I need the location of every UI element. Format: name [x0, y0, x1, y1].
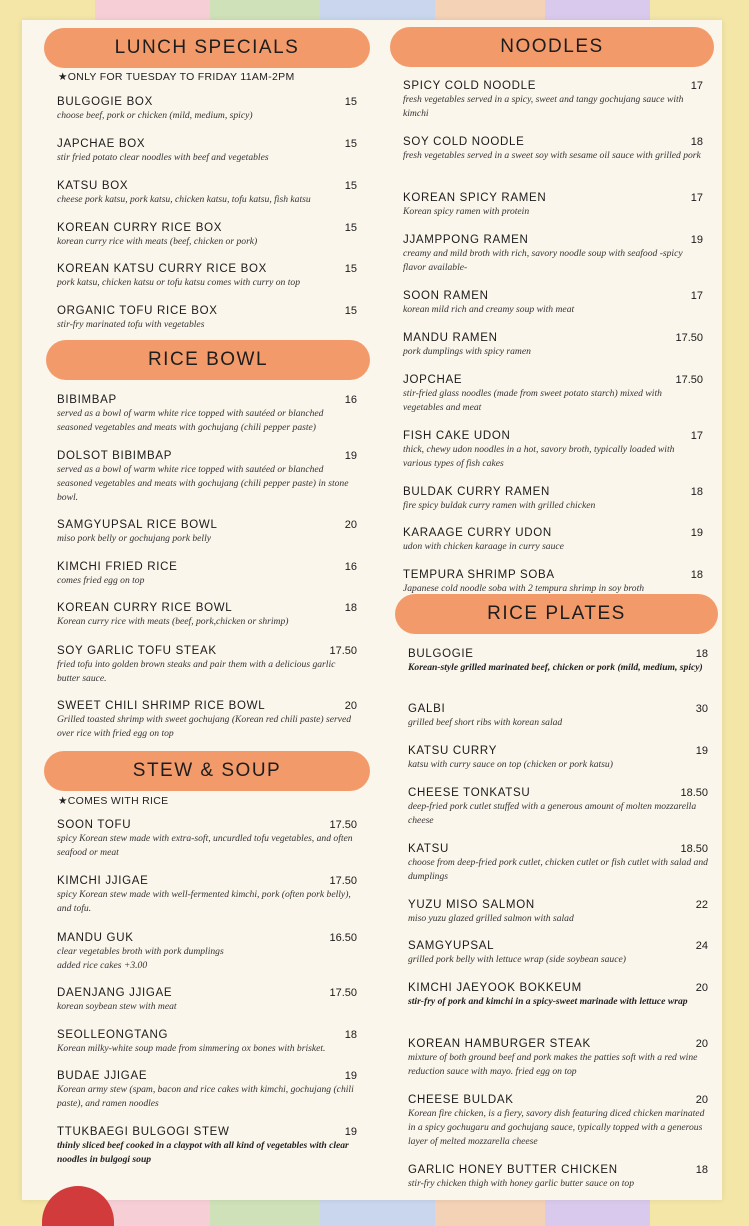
item-desc: pork dumplings with spicy ramen	[403, 346, 531, 357]
item-price: 19	[344, 1070, 357, 1082]
item-desc: fried tofu into golden brown steaks and pair them with a delicious garlic butter sauce.	[57, 659, 336, 684]
item-price: 19	[695, 745, 708, 757]
item-price: 18	[690, 569, 703, 581]
item-name: KATSU BOX	[57, 180, 129, 192]
item-price: 15	[344, 138, 357, 150]
item-price: 17	[690, 80, 703, 92]
item-price: 30	[695, 703, 708, 715]
item-price: 20	[695, 1038, 708, 1050]
item-desc: comes fried egg on top	[57, 575, 145, 586]
menu-item	[408, 899, 708, 926]
menu-item	[408, 745, 708, 772]
item-price: 18	[695, 648, 708, 660]
item-price: 17.50	[675, 332, 703, 344]
item-price: 17	[690, 290, 703, 302]
item-desc: served as a bowl of warm white rice topped with sautéed or blanched seasoned vegetables and meats with gochujang (chili pepper paste)	[57, 408, 324, 433]
item-desc: clear vegetables broth with pork dumplings	[57, 946, 224, 957]
item-name: SPICY COLD NOODLE	[403, 80, 537, 92]
item-price: 15	[344, 263, 357, 275]
item-name: KARAAGE CURRY UDON	[403, 527, 552, 539]
noodles-section	[390, 27, 714, 67]
item-name: MANDU RAMEN	[403, 332, 498, 344]
item-name: KIMCHI JAEYOOK BOKKEUM	[408, 982, 582, 994]
item-name: MANDU GUK	[57, 932, 134, 944]
item-price: 17.50	[329, 819, 357, 831]
stew-soup-section	[44, 751, 370, 807]
menu-item	[57, 263, 357, 290]
item-desc: katsu with curry sauce on top (chicken or pork katsu)	[408, 759, 613, 770]
lunch-specials-banner: LUNCH SPECIALS	[44, 28, 370, 68]
item-desc: stir-fry of pork and kimchi in a spicy-sweet marinade with lettuce wrap	[408, 996, 688, 1007]
menu-item	[403, 136, 703, 163]
item-price: 19	[690, 234, 703, 246]
item-price: 18	[690, 486, 703, 498]
item-name: YUZU MISO SALMON	[408, 899, 535, 911]
item-name: KOREAN SPICY RAMEN	[403, 192, 547, 204]
item-name: DAENJANG JJIGAE	[57, 987, 173, 999]
item-name: SOON RAMEN	[403, 290, 489, 302]
item-name: BULGOGIE BOX	[57, 96, 153, 108]
item-desc: cheese pork katsu, pork katsu, chicken katsu, tofu katsu, fish katsu	[57, 194, 311, 205]
item-price: 18	[690, 136, 703, 148]
item-name: JOPCHAE	[403, 374, 463, 386]
stew-note: ★COMES WITH RICE	[58, 795, 169, 807]
item-desc: thinly sliced beef cooked in a claypot with all kind of vegetables with clear noodles in bulgogi soup	[57, 1140, 349, 1165]
item-price: 18	[695, 1164, 708, 1176]
item-desc: thick, chewy udon noodles in a hot, savory broth, typically loaded with various types of fish cakes	[403, 444, 675, 469]
menu-item	[408, 648, 708, 675]
item-name: SAMGYUPSAL	[408, 940, 495, 952]
menu-item	[403, 234, 703, 275]
item-price: 20	[695, 982, 708, 994]
menu-item	[403, 80, 703, 121]
rice-bowl-banner: RICE BOWL	[46, 340, 370, 380]
item-name: CHEESE TONKATSU	[408, 787, 531, 799]
item-name: BUDAE JJIGAE	[57, 1070, 148, 1082]
menu-item	[57, 96, 357, 123]
menu-item	[403, 290, 703, 317]
item-price: 20	[344, 519, 357, 531]
item-name: SEOLLEONGTANG	[57, 1029, 169, 1041]
item-desc: fresh vegetables served in a sweet soy with sesame oil sauce with grilled pork	[403, 150, 701, 161]
menu-item	[57, 138, 357, 165]
menu-item	[403, 527, 703, 554]
item-desc: Korean curry rice with meats (beef, pork,chicken or shrimp)	[57, 616, 289, 627]
item-desc: spicy Korean stew made with extra-soft, uncurdled tofu vegetables, and often seafood or meat	[57, 833, 353, 858]
item-name: KIMCHI JJIGAE	[57, 875, 149, 887]
item-price: 15	[344, 96, 357, 108]
item-name: KOREAN CURRY RICE BOWL	[57, 602, 233, 614]
item-desc: deep-fried pork cutlet stuffed with a generous amount of molten mozzarella cheese	[408, 801, 697, 826]
item-desc: pork katsu, chicken katsu or tofu katsu comes with curry on top	[57, 277, 301, 288]
lunch-note: ★ONLY FOR TUESDAY TO FRIDAY 11AM-2PM	[58, 71, 295, 83]
item-name: BIBIMBAP	[57, 394, 117, 406]
item-name: BULGOGIE	[408, 648, 474, 660]
item-desc: stir-fry chicken thigh with honey garlic butter sauce on top	[408, 1178, 635, 1189]
menu-item	[408, 940, 708, 967]
item-price: 20	[695, 1094, 708, 1106]
menu-item	[57, 1029, 357, 1056]
item-price: 18	[344, 1029, 357, 1041]
menu-item	[57, 222, 357, 249]
menu-item	[408, 1094, 708, 1149]
item-price: 18.50	[680, 843, 708, 855]
item-name: SOY GARLIC TOFU STEAK	[57, 645, 217, 657]
item-name: DOLSOT BIBIMBAP	[57, 450, 173, 462]
item-desc: stir-fried glass noodles (made from sweet potato starch) mixed with vegetables and meat	[403, 388, 662, 413]
item-name: KATSU CURRY	[408, 745, 498, 757]
menu-item	[57, 1070, 357, 1111]
item-name: JAPCHAE BOX	[57, 138, 146, 150]
menu-item	[57, 561, 357, 588]
item-desc: Korean fire chicken, is a fiery, savory dish featuring diced chicken marinated in a spicy gochugaru and gochujang sauce, typically topped with a generous layer of melted mozzarella cheese	[408, 1108, 705, 1147]
menu-item	[408, 1038, 708, 1079]
item-price: 19	[344, 450, 357, 462]
rice-plates-banner: RICE PLATES	[395, 594, 718, 634]
item-name: SOON TOFU	[57, 819, 132, 831]
item-name: KATSU	[408, 843, 449, 855]
item-price: 17	[690, 192, 703, 204]
item-name: KIMCHI FRIED RICE	[57, 561, 178, 573]
menu-item	[57, 932, 357, 973]
item-desc: fresh vegetables served in a spicy, sweet and tangy gochujang sauce with kimchi	[403, 94, 684, 119]
menu-item	[57, 180, 357, 207]
noodles-banner: NOODLES	[390, 27, 714, 67]
item-price: 17.50	[329, 645, 357, 657]
item-price: 19	[344, 1126, 357, 1138]
item-desc: served as a bowl of warm white rice topped with sautéed or blanched seasoned vegetables and meats with gochujang (chili pepper paste) in stone bowl.	[57, 464, 349, 503]
item-desc: korean mild rich and creamy soup with meat	[403, 304, 575, 315]
item-desc: Korean milky-white soup made from simmering ox bones with brisket.	[57, 1043, 326, 1054]
item-desc: grilled beef short ribs with korean salad	[408, 717, 563, 728]
menu-item	[408, 787, 708, 828]
item-price: 18	[344, 602, 357, 614]
menu-item	[408, 703, 708, 730]
item-price: 15	[344, 180, 357, 192]
menu-item	[57, 700, 357, 741]
menu-item	[57, 450, 357, 505]
item-name: ORGANIC TOFU RICE BOX	[57, 305, 218, 317]
item-desc: korean curry rice with meats (beef, chicken or pork)	[57, 236, 258, 247]
item-desc: Korean-style grilled marinated beef, chicken or pork (mild, medium, spicy)	[408, 662, 703, 673]
item-price: 17.50	[329, 987, 357, 999]
item-desc: udon with chicken karaage in curry sauce	[403, 541, 564, 552]
item-name: BULDAK CURRY RAMEN	[403, 486, 551, 498]
item-desc: Grilled toasted shrimp with sweet gochujang (Korean red chili paste) served over rice with fried egg on top	[57, 714, 351, 739]
item-price: 15	[344, 222, 357, 234]
menu-item	[408, 843, 708, 884]
item-name: SWEET CHILI SHRIMP RICE BOWL	[57, 700, 266, 712]
item-desc: stir fried potato clear noodles with beef and vegetables	[57, 152, 269, 163]
item-desc-extra: added rice cakes +3.00	[57, 960, 148, 971]
item-price: 20	[344, 700, 357, 712]
item-name: GARLIC HONEY BUTTER CHICKEN	[408, 1164, 618, 1176]
menu-item	[408, 982, 708, 1009]
menu-item	[403, 192, 703, 219]
item-name: SAMGYUPSAL RICE BOWL	[57, 519, 218, 531]
menu-item	[403, 569, 703, 595]
menu-item	[57, 1126, 357, 1167]
item-price: 17	[690, 430, 703, 442]
item-name: SOY COLD NOODLE	[403, 136, 525, 148]
menu-item	[57, 305, 357, 332]
rice-bowl-section	[46, 340, 370, 380]
item-desc: mixture of both ground beef and pork makes the patties soft with a red wine reduction sauce with mayo. fried egg on top	[408, 1052, 698, 1077]
item-name: TEMPURA SHRIMP SOBA	[403, 569, 555, 581]
menu-item	[57, 602, 357, 629]
menu-item	[408, 1164, 708, 1191]
menu-item	[403, 430, 703, 471]
item-price: 22	[695, 899, 708, 911]
menu-item	[57, 987, 357, 1014]
item-name: FISH CAKE UDON	[403, 430, 511, 442]
item-name: KOREAN CURRY RICE BOX	[57, 222, 223, 234]
item-price: 16.50	[329, 932, 357, 944]
item-desc: Korean army stew (spam, bacon and rice cakes with kimchi, gochujang (chili paste), and ramen noodles	[57, 1084, 354, 1109]
item-price: 17.50	[675, 374, 703, 386]
menu-item	[57, 819, 357, 860]
menu-item	[57, 519, 357, 546]
stew-soup-banner: STEW & SOUP	[44, 751, 370, 791]
item-price: 24	[695, 940, 708, 952]
menu-item	[57, 645, 357, 686]
item-name: KOREAN HAMBURGER STEAK	[408, 1038, 591, 1050]
item-name: CHEESE BULDAK	[408, 1094, 514, 1106]
item-desc: fire spicy buldak curry ramen with grilled chicken	[403, 500, 596, 511]
rice-plates-section	[395, 594, 718, 634]
item-desc: Japanese cold noodle soba with 2 tempura shrimp in soy broth	[403, 583, 645, 594]
item-desc: choose from deep-fried pork cutlet, chicken cutlet or fish cutlet with salad and dumplings	[408, 857, 708, 882]
item-name: KOREAN KATSU CURRY RICE BOX	[57, 263, 267, 275]
item-name: JJAMPPONG RAMEN	[403, 234, 529, 246]
menu-item	[403, 332, 703, 359]
menu-item	[403, 374, 703, 415]
item-price: 15	[344, 305, 357, 317]
item-desc: Korean spicy ramen with protein	[403, 206, 530, 217]
lunch-specials-section	[44, 28, 370, 83]
item-desc: stir-fry marinated tofu with vegetables	[57, 319, 205, 330]
item-desc: grilled pork belly with lettuce wrap (side soybean sauce)	[408, 954, 626, 965]
item-desc: choose beef, pork or chicken (mild, medium, spicy)	[57, 110, 253, 121]
item-price: 18.50	[680, 787, 708, 799]
item-price: 16	[344, 394, 357, 406]
item-desc: creamy and mild broth with rich, savory noodle soup with seafood -spicy flavor available-	[403, 248, 683, 273]
item-price: 19	[690, 527, 703, 539]
item-desc: miso pork belly or gochujang pork belly	[57, 533, 212, 544]
item-desc: korean soybean stew with meat	[57, 1001, 177, 1012]
menu-item	[57, 875, 357, 916]
item-desc: spicy Korean stew made with well-fermented kimchi, pork (often pork belly), and tofu.	[57, 889, 351, 914]
item-name: TTUKBAEGI BULGOGI STEW	[57, 1126, 230, 1138]
item-desc: miso yuzu glazed grilled salmon with salad	[408, 913, 574, 924]
item-price: 16	[344, 561, 357, 573]
menu-item	[57, 394, 357, 435]
item-name: GALBI	[408, 703, 446, 715]
menu-item	[403, 486, 703, 513]
item-price: 17.50	[329, 875, 357, 887]
